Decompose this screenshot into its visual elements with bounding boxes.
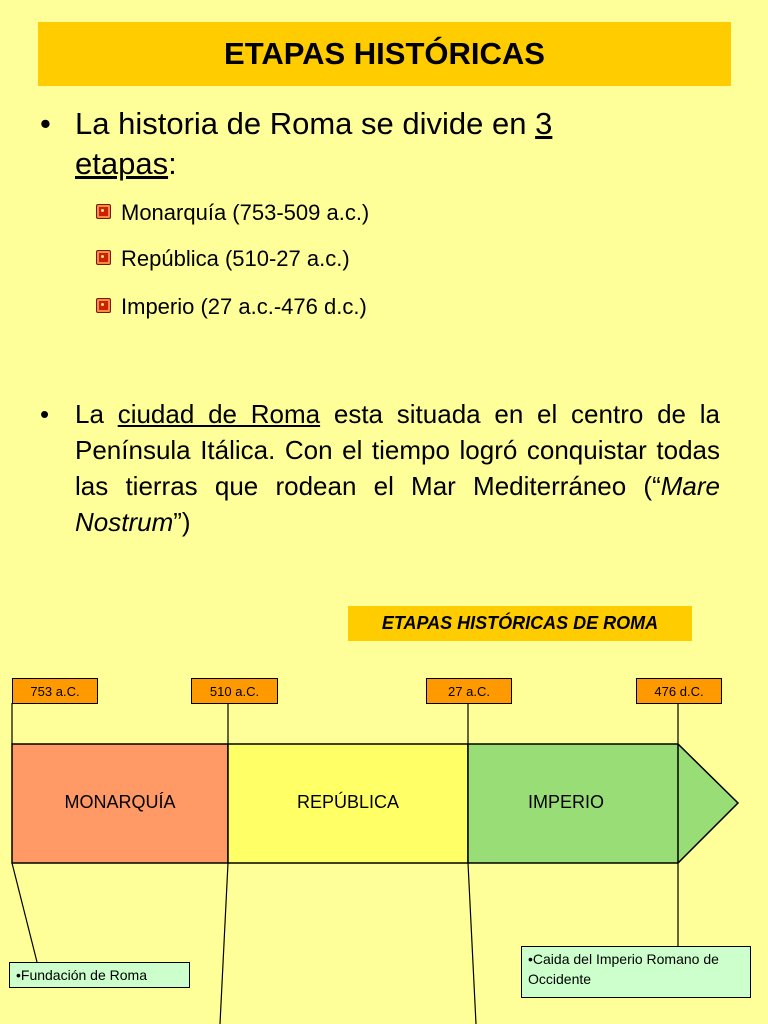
bullet-dot: • <box>40 399 50 429</box>
intro-etapas: etapas <box>75 146 169 181</box>
city-text-start: La <box>75 399 118 429</box>
intro-text-start: La historia de Roma se divide en <box>75 106 536 141</box>
lower-line-510 <box>220 863 228 1024</box>
segment-label-republica: REPÚBLICA <box>296 792 400 812</box>
date-box-27: 27 a.C. <box>426 678 512 704</box>
date-box-510: 510 a.C. <box>191 678 278 704</box>
stage-item-label: Monarquía (753-509 a.c.) <box>121 200 370 225</box>
mare-nostrum: Mare Nostrum <box>75 471 720 537</box>
bullet-dot: • <box>40 106 51 141</box>
city-text-body: esta situada en el centro de la Península Itálica. Con el tiempo logró conquistar todas las tierras que rodean el Mar Mediterráneo (“ <box>75 399 720 501</box>
stage-item-label: República (510-27 a.c.) <box>121 246 350 271</box>
timeline-title: ETAPAS HISTÓRICAS DE ROMA <box>348 606 692 641</box>
intro-colon: : <box>168 146 177 181</box>
intro-number: 3 <box>535 106 553 141</box>
lower-line-27 <box>468 863 476 1024</box>
city-text-end: ”) <box>173 507 191 537</box>
note-fall: •Caida del Imperio Romano de Occidente <box>521 946 751 998</box>
note-line-founding <box>12 863 37 962</box>
date-box-753: 753 a.C. <box>12 678 98 704</box>
stage-item-label: Imperio (27 a.c.-476 d.c.) <box>121 294 367 319</box>
segment-label-monarquia: MONARQUÍA <box>64 792 176 812</box>
page-title: ETAPAS HISTÓRICAS <box>224 36 545 71</box>
date-box-476: 476 d.C. <box>636 678 722 704</box>
city-name: ciudad de Roma <box>117 399 321 429</box>
note-founding: •Fundación de Roma <box>9 962 190 988</box>
segment-label-imperio: IMPERIO <box>527 792 604 812</box>
